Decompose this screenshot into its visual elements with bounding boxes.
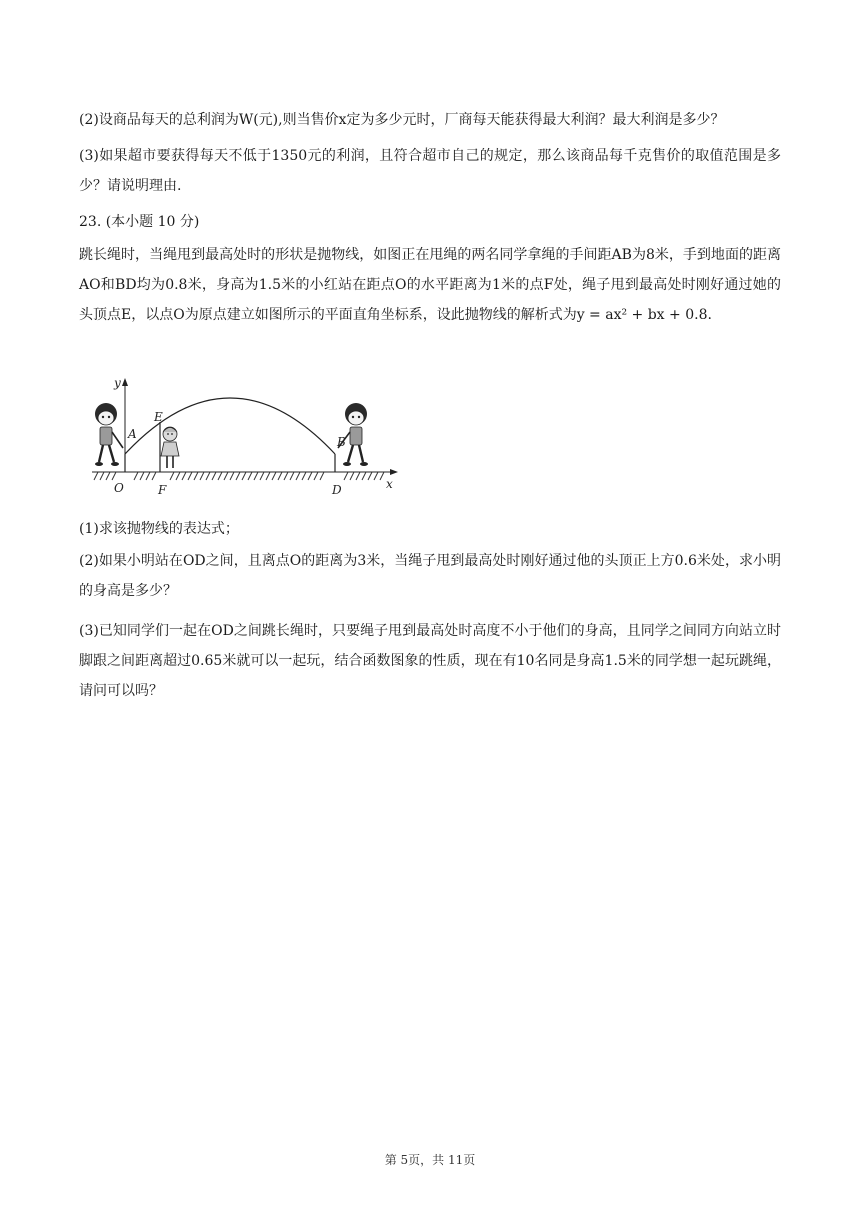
label-y: y: [114, 376, 121, 390]
q22-part2: (2)设商品每天的总利润为W(元),则当售价x定为多少元时，厂商每天能获得最大利润？最大利润是多少？: [79, 112, 725, 128]
x-axis-arrow: [390, 469, 398, 475]
ground-hatch: [94, 472, 384, 480]
label-B: B: [337, 435, 346, 449]
label-A: A: [128, 427, 137, 441]
q23-part1: (1)求该抛物线的表达式；: [79, 521, 239, 537]
q22-part3: (3)如果超市要获得每天不低于1350元的利润，且符合超市自己的规定，那么该商品每千克售价的取值范围是多少？请说明理由.: [79, 148, 781, 194]
rope-parabola: [125, 398, 335, 454]
label-O: O: [114, 481, 124, 495]
label-E: E: [154, 410, 163, 424]
q23-stem: 跳长绳时，当绳甩到最高处时的形状是抛物线，如图正在甩绳的两名同学拿绳的手间距AB为8米，手到地面的距离AO和BD均为0.8米，身高为1.5米的小红站在距点O的水平距离为1米的点F处，绳子甩到最高处时刚好通过她的头顶点E，以点O为原点建立如图所示的平面直角坐标系，设此抛物线的解析式为y = ax² + bx + 0.8.: [79, 247, 781, 323]
q23-part2: (2)如果小明站在OD之间，且离点O的距离为3米，当绳子甩到最高处时刚好通过他的头顶正上方0.6米处，求小明的身高是多少？: [79, 553, 781, 599]
label-F: F: [158, 483, 167, 497]
girl-figure: [161, 427, 179, 468]
page-footer: 第 5页，共 11页: [384, 1153, 476, 1167]
jump-rope-figure: [88, 376, 404, 500]
label-x: x: [386, 477, 393, 491]
y-axis-arrow: [122, 378, 128, 386]
left-boy-figure: [95, 403, 123, 466]
label-D: D: [332, 483, 342, 497]
q23-header: 23. (本小题 10 分): [79, 214, 200, 230]
q23-part3: (3)已知同学们一起在OD之间跳长绳时，只要绳子甩到最高处时高度不小于他们的身高，且同学之间同方向站立时脚跟之间距离超过0.65米就可以一起玩，结合函数图象的性质，现在有10名同是身高1.5米的同学想一起玩跳绳，请问可以吗？: [79, 623, 781, 699]
